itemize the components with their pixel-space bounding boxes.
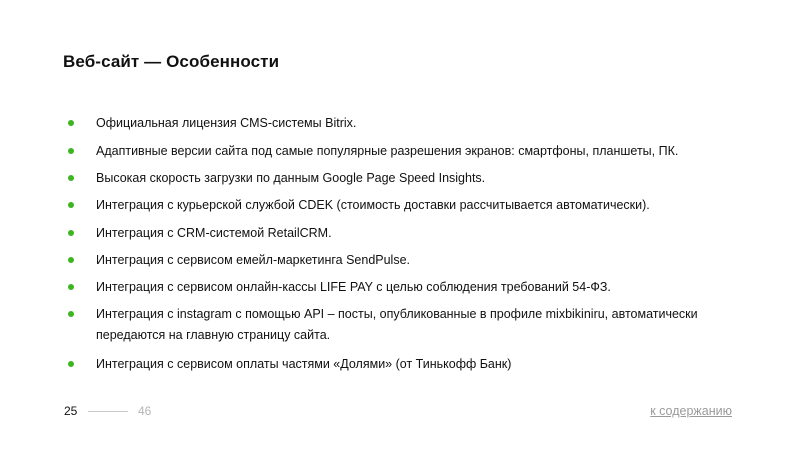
feature-text: Адаптивные версии сайта под самые популярные разрешения экранов: смартфоны, планшеты, ПК. <box>96 144 679 158</box>
contents-link[interactable]: к содержанию <box>650 404 732 418</box>
feature-text: Интеграция с сервисом оплаты частями «Долями» (от Тинькофф Банк) <box>96 357 512 371</box>
bullet-dot-icon <box>68 148 74 154</box>
bullet-dot-icon <box>68 284 74 290</box>
feature-item <box>96 141 716 162</box>
feature-item <box>96 304 716 346</box>
feature-text: Высокая скорость загрузки по данным Google Page Speed Insights. <box>96 171 486 185</box>
bullet-dot-icon <box>68 120 74 126</box>
bullet-dot-icon <box>68 361 74 367</box>
feature-text: Официальная лицензия CMS-системы Bitrix. <box>96 116 357 130</box>
feature-item <box>96 195 716 216</box>
slide-title: Веб-сайт — Особенности <box>63 52 280 71</box>
page-number: 25 <box>64 404 78 418</box>
feature-text: Интеграция с курьерской службой CDEK (стоимость доставки рассчитывается автоматически). <box>96 198 650 212</box>
feature-item <box>96 113 716 134</box>
feature-text: Интеграция с CRM-системой RetailCRM. <box>96 226 332 240</box>
bullet-dot-icon <box>68 202 74 208</box>
feature-text: Интеграция с сервисом емейл-маркетинга SendPulse. <box>96 253 411 267</box>
feature-item <box>96 354 716 375</box>
bullet-dot-icon <box>68 175 74 181</box>
bullet-dot-icon <box>68 230 74 236</box>
bullet-dot-icon <box>68 257 74 263</box>
bullet-dot-icon <box>68 311 74 317</box>
feature-text: Интеграция с сервисом онлайн-кассы LIFE PAY с целью соблюдения требований 54-ФЗ. <box>96 280 611 294</box>
feature-item <box>96 223 716 244</box>
feature-item <box>96 277 716 298</box>
feature-item <box>96 250 716 271</box>
feature-text-continued: передаются на главную страницу сайта. <box>96 328 331 342</box>
page-divider <box>88 411 128 412</box>
feature-item <box>96 168 716 189</box>
feature-text: Интеграция с instagram с помощью API – посты, опубликованные в профиле mixbikiniru, автоматически <box>96 307 698 321</box>
page-total: 46 <box>138 404 152 418</box>
